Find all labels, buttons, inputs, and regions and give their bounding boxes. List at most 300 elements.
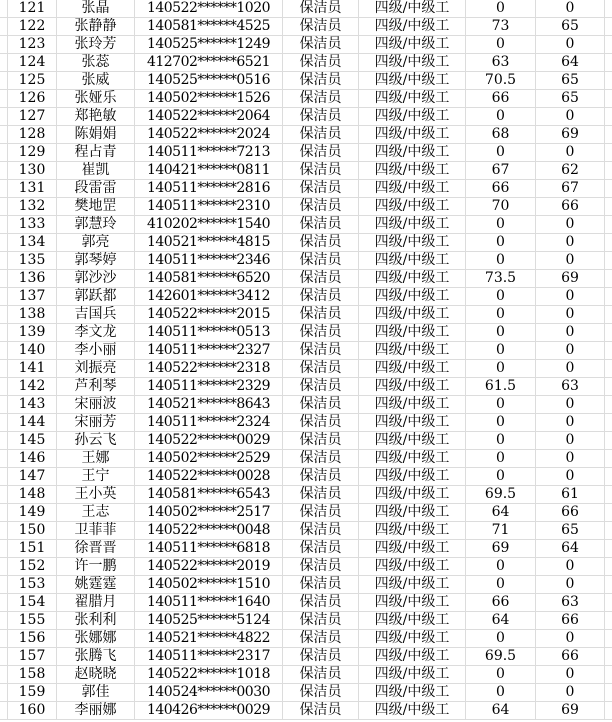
score2-cell[interactable]: 62 bbox=[536, 162, 605, 180]
id-number-cell[interactable]: 140511******2310 bbox=[135, 198, 283, 216]
position-cell[interactable]: 保洁员 bbox=[283, 558, 359, 576]
name-cell[interactable]: 李丽娜 bbox=[57, 702, 135, 720]
score1-cell[interactable]: 0 bbox=[466, 666, 536, 684]
level-cell[interactable]: 四级/中级工 bbox=[359, 486, 466, 504]
score1-cell[interactable]: 61.5 bbox=[466, 378, 536, 396]
row-number-cell[interactable]: 160 bbox=[8, 702, 57, 720]
position-cell[interactable]: 保洁员 bbox=[283, 144, 359, 162]
right-margin-cell bbox=[605, 108, 612, 126]
spreadsheet-row bbox=[0, 234, 612, 252]
row-number-cell[interactable]: 145 bbox=[8, 432, 57, 450]
name-cell[interactable]: 张娜娜 bbox=[57, 630, 135, 648]
score2-cell[interactable]: 69 bbox=[536, 702, 605, 720]
name-cell[interactable]: 宋丽波 bbox=[57, 396, 135, 414]
name-cell[interactable]: 郭慧玲 bbox=[57, 216, 135, 234]
row-number-cell[interactable]: 144 bbox=[8, 414, 57, 432]
row-number-cell[interactable]: 158 bbox=[8, 666, 57, 684]
level-cell[interactable]: 四级/中级工 bbox=[359, 144, 466, 162]
level-cell[interactable]: 四级/中级工 bbox=[359, 36, 466, 54]
row-number-cell[interactable]: 156 bbox=[8, 630, 57, 648]
score1-cell[interactable]: 0 bbox=[466, 414, 536, 432]
score2-cell[interactable]: 63 bbox=[536, 594, 605, 612]
position-cell[interactable]: 保洁员 bbox=[283, 288, 359, 306]
id-number-cell[interactable]: 140521******8643 bbox=[135, 396, 283, 414]
name-cell[interactable]: 郭跃都 bbox=[57, 288, 135, 306]
row-number-cell[interactable]: 154 bbox=[8, 594, 57, 612]
row-number-cell[interactable]: 152 bbox=[8, 558, 57, 576]
score2-cell[interactable]: 66 bbox=[536, 648, 605, 666]
name-cell[interactable]: 张娅乐 bbox=[57, 90, 135, 108]
row-number-cell[interactable]: 148 bbox=[8, 486, 57, 504]
id-number-cell[interactable]: 140511******1640 bbox=[135, 594, 283, 612]
row-number-cell[interactable]: 151 bbox=[8, 540, 57, 558]
level-cell[interactable]: 四级/中级工 bbox=[359, 216, 466, 234]
score2-cell[interactable]: 0 bbox=[536, 288, 605, 306]
level-cell[interactable]: 四级/中级工 bbox=[359, 504, 466, 522]
score1-cell[interactable]: 0 bbox=[466, 0, 536, 18]
score1-cell[interactable]: 0 bbox=[466, 684, 536, 702]
position-cell[interactable]: 保洁员 bbox=[283, 396, 359, 414]
id-number-cell[interactable]: 140522******1020 bbox=[135, 0, 283, 18]
level-cell[interactable]: 四级/中级工 bbox=[359, 18, 466, 36]
id-number-cell[interactable]: 140522******2015 bbox=[135, 306, 283, 324]
score2-cell[interactable]: 65 bbox=[536, 522, 605, 540]
name-cell[interactable]: 李小丽 bbox=[57, 342, 135, 360]
position-cell[interactable]: 保洁员 bbox=[283, 684, 359, 702]
position-cell[interactable]: 保洁员 bbox=[283, 180, 359, 198]
left-margin-cell bbox=[0, 522, 8, 540]
level-cell[interactable]: 四级/中级工 bbox=[359, 540, 466, 558]
left-margin-cell bbox=[0, 396, 8, 414]
id-number-cell[interactable]: 140522******2318 bbox=[135, 360, 283, 378]
score2-cell[interactable]: 0 bbox=[536, 432, 605, 450]
level-cell[interactable]: 四级/中级工 bbox=[359, 198, 466, 216]
right-margin-cell bbox=[605, 234, 612, 252]
score1-cell[interactable]: 64 bbox=[466, 504, 536, 522]
name-cell[interactable]: 张腾飞 bbox=[57, 648, 135, 666]
name-cell[interactable]: 郭亮 bbox=[57, 234, 135, 252]
id-number-cell[interactable]: 140522******2019 bbox=[135, 558, 283, 576]
score2-cell[interactable]: 66 bbox=[536, 504, 605, 522]
level-cell[interactable]: 四级/中级工 bbox=[359, 90, 466, 108]
row-number-cell[interactable]: 155 bbox=[8, 612, 57, 630]
level-cell[interactable]: 四级/中级工 bbox=[359, 108, 466, 126]
row-number-cell[interactable]: 159 bbox=[8, 684, 57, 702]
row-number-cell[interactable]: 122 bbox=[8, 18, 57, 36]
position-cell[interactable]: 保洁员 bbox=[283, 432, 359, 450]
id-number-cell[interactable]: 140426******0029 bbox=[135, 702, 283, 720]
score1-cell[interactable]: 0 bbox=[466, 342, 536, 360]
row-number-cell[interactable]: 126 bbox=[8, 90, 57, 108]
row-number-cell[interactable]: 146 bbox=[8, 450, 57, 468]
level-cell[interactable]: 四级/中级工 bbox=[359, 234, 466, 252]
name-cell[interactable]: 许一鹏 bbox=[57, 558, 135, 576]
level-cell[interactable]: 四级/中级工 bbox=[359, 180, 466, 198]
score1-cell[interactable]: 0 bbox=[466, 576, 536, 594]
id-number-cell[interactable]: 140521******4822 bbox=[135, 630, 283, 648]
position-cell[interactable]: 保洁员 bbox=[283, 612, 359, 630]
row-number-cell[interactable]: 138 bbox=[8, 306, 57, 324]
score1-cell[interactable]: 0 bbox=[466, 324, 536, 342]
score2-cell[interactable]: 65 bbox=[536, 72, 605, 90]
position-cell[interactable]: 保洁员 bbox=[283, 18, 359, 36]
name-cell[interactable]: 卫菲菲 bbox=[57, 522, 135, 540]
score2-cell[interactable]: 0 bbox=[536, 468, 605, 486]
name-cell[interactable]: 崔凯 bbox=[57, 162, 135, 180]
score2-cell[interactable]: 0 bbox=[536, 252, 605, 270]
score1-cell[interactable]: 0 bbox=[466, 306, 536, 324]
score1-cell[interactable]: 0 bbox=[466, 396, 536, 414]
spreadsheet-row bbox=[0, 648, 612, 666]
score1-cell[interactable]: 70 bbox=[466, 198, 536, 216]
level-cell[interactable]: 四级/中级工 bbox=[359, 468, 466, 486]
position-cell[interactable]: 保洁员 bbox=[283, 126, 359, 144]
score2-cell[interactable]: 0 bbox=[536, 450, 605, 468]
id-number-cell[interactable]: 140511******2346 bbox=[135, 252, 283, 270]
level-cell[interactable]: 四级/中级工 bbox=[359, 396, 466, 414]
level-cell[interactable]: 四级/中级工 bbox=[359, 630, 466, 648]
left-margin-cell bbox=[0, 468, 8, 486]
score2-cell[interactable]: 0 bbox=[536, 630, 605, 648]
level-cell[interactable]: 四级/中级工 bbox=[359, 252, 466, 270]
name-cell[interactable]: 刘振亮 bbox=[57, 360, 135, 378]
id-number-cell[interactable]: 140421******0811 bbox=[135, 162, 283, 180]
row-number-cell[interactable]: 127 bbox=[8, 108, 57, 126]
position-cell[interactable]: 保洁员 bbox=[283, 486, 359, 504]
level-cell[interactable]: 四级/中级工 bbox=[359, 342, 466, 360]
level-cell[interactable]: 四级/中级工 bbox=[359, 594, 466, 612]
score1-cell[interactable]: 73.5 bbox=[466, 270, 536, 288]
right-margin-cell bbox=[605, 252, 612, 270]
id-number-cell[interactable]: 140511******2329 bbox=[135, 378, 283, 396]
level-cell[interactable]: 四级/中级工 bbox=[359, 0, 466, 18]
name-cell[interactable]: 樊地罡 bbox=[57, 198, 135, 216]
id-number-cell[interactable]: 410202******1540 bbox=[135, 216, 283, 234]
row-number-cell[interactable]: 123 bbox=[8, 36, 57, 54]
score1-cell[interactable]: 0 bbox=[466, 558, 536, 576]
score2-cell[interactable]: 0 bbox=[536, 216, 605, 234]
right-margin-cell bbox=[605, 486, 612, 504]
score1-cell[interactable]: 69 bbox=[466, 540, 536, 558]
name-cell[interactable]: 孙云飞 bbox=[57, 432, 135, 450]
score1-cell[interactable]: 71 bbox=[466, 522, 536, 540]
score1-cell[interactable]: 68 bbox=[466, 126, 536, 144]
name-cell[interactable]: 张玲芳 bbox=[57, 36, 135, 54]
position-cell[interactable]: 保洁员 bbox=[283, 0, 359, 18]
name-cell[interactable]: 郭佳 bbox=[57, 684, 135, 702]
position-cell[interactable]: 保洁员 bbox=[283, 342, 359, 360]
name-cell[interactable]: 程占青 bbox=[57, 144, 135, 162]
row-number-cell[interactable]: 129 bbox=[8, 144, 57, 162]
row-number-cell[interactable]: 121 bbox=[8, 0, 57, 18]
id-number-cell[interactable]: 140525******1249 bbox=[135, 36, 283, 54]
score2-cell[interactable]: 0 bbox=[536, 396, 605, 414]
score2-cell[interactable]: 66 bbox=[536, 198, 605, 216]
score2-cell[interactable]: 0 bbox=[536, 576, 605, 594]
spreadsheet-row bbox=[0, 360, 612, 378]
name-cell[interactable]: 姚霆霆 bbox=[57, 576, 135, 594]
id-number-cell[interactable]: 140525******0516 bbox=[135, 72, 283, 90]
position-cell[interactable]: 保洁员 bbox=[283, 306, 359, 324]
level-cell[interactable]: 四级/中级工 bbox=[359, 558, 466, 576]
id-number-cell[interactable]: 140511******2324 bbox=[135, 414, 283, 432]
row-number-cell[interactable]: 124 bbox=[8, 54, 57, 72]
position-cell[interactable]: 保洁员 bbox=[283, 252, 359, 270]
id-number-cell[interactable]: 140525******5124 bbox=[135, 612, 283, 630]
score2-cell[interactable]: 0 bbox=[536, 0, 605, 18]
score2-cell[interactable]: 0 bbox=[536, 234, 605, 252]
score2-cell[interactable]: 0 bbox=[536, 36, 605, 54]
score1-cell[interactable]: 0 bbox=[466, 450, 536, 468]
name-cell[interactable]: 王小英 bbox=[57, 486, 135, 504]
row-number-cell[interactable]: 153 bbox=[8, 576, 57, 594]
score2-cell[interactable]: 0 bbox=[536, 342, 605, 360]
score2-cell[interactable]: 0 bbox=[536, 324, 605, 342]
id-number-cell[interactable]: 140522******2064 bbox=[135, 108, 283, 126]
row-number-cell[interactable]: 136 bbox=[8, 270, 57, 288]
score1-cell[interactable]: 66 bbox=[466, 180, 536, 198]
score2-cell[interactable]: 65 bbox=[536, 18, 605, 36]
score2-cell[interactable]: 0 bbox=[536, 666, 605, 684]
id-number-cell[interactable]: 140581******6543 bbox=[135, 486, 283, 504]
level-cell[interactable]: 四级/中级工 bbox=[359, 162, 466, 180]
row-number-cell[interactable]: 132 bbox=[8, 198, 57, 216]
position-cell[interactable]: 保洁员 bbox=[283, 576, 359, 594]
score1-cell[interactable]: 0 bbox=[466, 252, 536, 270]
row-number-cell[interactable]: 157 bbox=[8, 648, 57, 666]
score1-cell[interactable]: 66 bbox=[466, 90, 536, 108]
score1-cell[interactable]: 0 bbox=[466, 216, 536, 234]
score1-cell[interactable]: 63 bbox=[466, 54, 536, 72]
id-number-cell[interactable]: 140522******0029 bbox=[135, 432, 283, 450]
position-cell[interactable]: 保洁员 bbox=[283, 414, 359, 432]
level-cell[interactable]: 四级/中级工 bbox=[359, 648, 466, 666]
level-cell[interactable]: 四级/中级工 bbox=[359, 432, 466, 450]
position-cell[interactable]: 保洁员 bbox=[283, 648, 359, 666]
score2-cell[interactable]: 0 bbox=[536, 360, 605, 378]
name-cell[interactable]: 王志 bbox=[57, 504, 135, 522]
position-cell[interactable]: 保洁员 bbox=[283, 36, 359, 54]
score2-cell[interactable]: 64 bbox=[536, 54, 605, 72]
position-cell[interactable]: 保洁员 bbox=[283, 666, 359, 684]
spreadsheet-row bbox=[0, 90, 612, 108]
level-cell[interactable]: 四级/中级工 bbox=[359, 360, 466, 378]
name-cell[interactable]: 陈娟娟 bbox=[57, 126, 135, 144]
position-cell[interactable]: 保洁员 bbox=[283, 450, 359, 468]
row-number-cell[interactable]: 133 bbox=[8, 216, 57, 234]
spreadsheet-row bbox=[0, 612, 612, 630]
score1-cell[interactable]: 0 bbox=[466, 432, 536, 450]
score2-cell[interactable]: 63 bbox=[536, 378, 605, 396]
level-cell[interactable]: 四级/中级工 bbox=[359, 126, 466, 144]
level-cell[interactable]: 四级/中级工 bbox=[359, 576, 466, 594]
score2-cell[interactable]: 67 bbox=[536, 180, 605, 198]
level-cell[interactable]: 四级/中级工 bbox=[359, 54, 466, 72]
row-number-cell[interactable]: 131 bbox=[8, 180, 57, 198]
score1-cell[interactable]: 0 bbox=[466, 36, 536, 54]
position-cell[interactable]: 保洁员 bbox=[283, 540, 359, 558]
id-number-cell[interactable]: 140521******4815 bbox=[135, 234, 283, 252]
score2-cell[interactable]: 0 bbox=[536, 306, 605, 324]
score1-cell[interactable]: 0 bbox=[466, 234, 536, 252]
id-number-cell[interactable]: 140522******0048 bbox=[135, 522, 283, 540]
row-number-cell[interactable]: 149 bbox=[8, 504, 57, 522]
row-number-cell[interactable]: 142 bbox=[8, 378, 57, 396]
position-cell[interactable]: 保洁员 bbox=[283, 504, 359, 522]
row-number-cell[interactable]: 125 bbox=[8, 72, 57, 90]
score1-cell[interactable]: 69.5 bbox=[466, 648, 536, 666]
score2-cell[interactable]: 69 bbox=[536, 126, 605, 144]
score1-cell[interactable]: 64 bbox=[466, 612, 536, 630]
name-cell[interactable]: 张威 bbox=[57, 72, 135, 90]
name-cell[interactable]: 王宁 bbox=[57, 468, 135, 486]
score1-cell[interactable]: 73 bbox=[466, 18, 536, 36]
left-margin-cell bbox=[0, 162, 8, 180]
id-number-cell[interactable]: 140511******7213 bbox=[135, 144, 283, 162]
score1-cell[interactable]: 66 bbox=[466, 594, 536, 612]
id-number-cell[interactable]: 412702******6521 bbox=[135, 54, 283, 72]
score2-cell[interactable]: 0 bbox=[536, 558, 605, 576]
position-cell[interactable]: 保洁员 bbox=[283, 72, 359, 90]
left-margin-cell bbox=[0, 288, 8, 306]
score2-cell[interactable]: 65 bbox=[536, 90, 605, 108]
level-cell[interactable]: 四级/中级工 bbox=[359, 306, 466, 324]
name-cell[interactable]: 张蕊 bbox=[57, 54, 135, 72]
level-cell[interactable]: 四级/中级工 bbox=[359, 522, 466, 540]
id-number-cell[interactable]: 140524******0030 bbox=[135, 684, 283, 702]
position-cell[interactable]: 保洁员 bbox=[283, 522, 359, 540]
position-cell[interactable]: 保洁员 bbox=[283, 378, 359, 396]
level-cell[interactable]: 四级/中级工 bbox=[359, 702, 466, 720]
id-number-cell[interactable]: 142601******3412 bbox=[135, 288, 283, 306]
name-cell[interactable]: 翟腊月 bbox=[57, 594, 135, 612]
id-number-cell[interactable]: 140511******2816 bbox=[135, 180, 283, 198]
score2-cell[interactable]: 0 bbox=[536, 108, 605, 126]
score1-cell[interactable]: 0 bbox=[466, 360, 536, 378]
id-number-cell[interactable]: 140581******6520 bbox=[135, 270, 283, 288]
position-cell[interactable]: 保洁员 bbox=[283, 468, 359, 486]
id-number-cell[interactable]: 140502******2529 bbox=[135, 450, 283, 468]
row-number-cell[interactable]: 147 bbox=[8, 468, 57, 486]
position-cell[interactable]: 保洁员 bbox=[283, 360, 359, 378]
score2-cell[interactable]: 64 bbox=[536, 540, 605, 558]
position-cell[interactable]: 保洁员 bbox=[283, 594, 359, 612]
left-margin-cell bbox=[0, 270, 8, 288]
score2-cell[interactable]: 61 bbox=[536, 486, 605, 504]
name-cell[interactable]: 郑艳敏 bbox=[57, 108, 135, 126]
right-margin-cell bbox=[605, 180, 612, 198]
id-number-cell[interactable]: 140522******1018 bbox=[135, 666, 283, 684]
id-number-cell[interactable]: 140502******1526 bbox=[135, 90, 283, 108]
score2-cell[interactable]: 66 bbox=[536, 612, 605, 630]
score1-cell[interactable]: 64 bbox=[466, 702, 536, 720]
position-cell[interactable]: 保洁员 bbox=[283, 108, 359, 126]
id-number-cell[interactable]: 140522******0028 bbox=[135, 468, 283, 486]
level-cell[interactable]: 四级/中级工 bbox=[359, 450, 466, 468]
row-number-cell[interactable]: 141 bbox=[8, 360, 57, 378]
level-cell[interactable]: 四级/中级工 bbox=[359, 684, 466, 702]
left-margin-cell bbox=[0, 558, 8, 576]
score1-cell[interactable]: 0 bbox=[466, 468, 536, 486]
score1-cell[interactable]: 69.5 bbox=[466, 486, 536, 504]
id-number-cell[interactable]: 140502******2517 bbox=[135, 504, 283, 522]
position-cell[interactable]: 保洁员 bbox=[283, 324, 359, 342]
position-cell[interactable]: 保洁员 bbox=[283, 702, 359, 720]
position-cell[interactable]: 保洁员 bbox=[283, 198, 359, 216]
name-cell[interactable]: 吉国兵 bbox=[57, 306, 135, 324]
row-number-cell[interactable]: 130 bbox=[8, 162, 57, 180]
name-cell[interactable]: 张静静 bbox=[57, 18, 135, 36]
level-cell[interactable]: 四级/中级工 bbox=[359, 612, 466, 630]
name-cell[interactable]: 宋丽芳 bbox=[57, 414, 135, 432]
score1-cell[interactable]: 67 bbox=[466, 162, 536, 180]
name-cell[interactable]: 李文龙 bbox=[57, 324, 135, 342]
id-number-cell[interactable]: 140522******2024 bbox=[135, 126, 283, 144]
name-cell[interactable]: 王娜 bbox=[57, 450, 135, 468]
row-number-cell[interactable]: 134 bbox=[8, 234, 57, 252]
row-number-cell[interactable]: 139 bbox=[8, 324, 57, 342]
level-cell[interactable]: 四级/中级工 bbox=[359, 324, 466, 342]
id-number-cell[interactable]: 140511******2327 bbox=[135, 342, 283, 360]
row-number-cell[interactable]: 135 bbox=[8, 252, 57, 270]
row-number-cell[interactable]: 137 bbox=[8, 288, 57, 306]
row-number-cell[interactable]: 128 bbox=[8, 126, 57, 144]
position-cell[interactable]: 保洁员 bbox=[283, 54, 359, 72]
id-number-cell[interactable]: 140511******2317 bbox=[135, 648, 283, 666]
position-cell[interactable]: 保洁员 bbox=[283, 90, 359, 108]
position-cell[interactable]: 保洁员 bbox=[283, 234, 359, 252]
id-number-cell[interactable]: 140511******0513 bbox=[135, 324, 283, 342]
name-cell[interactable]: 郭琴婷 bbox=[57, 252, 135, 270]
name-cell[interactable]: 张利利 bbox=[57, 612, 135, 630]
score2-cell[interactable]: 69 bbox=[536, 270, 605, 288]
name-cell[interactable]: 赵晓晓 bbox=[57, 666, 135, 684]
level-cell[interactable]: 四级/中级工 bbox=[359, 378, 466, 396]
position-cell[interactable]: 保洁员 bbox=[283, 630, 359, 648]
score2-cell[interactable]: 0 bbox=[536, 414, 605, 432]
score1-cell[interactable]: 0 bbox=[466, 630, 536, 648]
score2-cell[interactable]: 0 bbox=[536, 144, 605, 162]
spreadsheet-row bbox=[0, 702, 612, 720]
id-number-cell[interactable]: 140511******6818 bbox=[135, 540, 283, 558]
right-margin-cell bbox=[605, 54, 612, 72]
score1-cell[interactable]: 0 bbox=[466, 144, 536, 162]
name-cell[interactable]: 郭沙沙 bbox=[57, 270, 135, 288]
score1-cell[interactable]: 0 bbox=[466, 108, 536, 126]
position-cell[interactable]: 保洁员 bbox=[283, 270, 359, 288]
name-cell[interactable]: 段雷雷 bbox=[57, 180, 135, 198]
score1-cell[interactable]: 0 bbox=[466, 288, 536, 306]
score2-cell[interactable]: 0 bbox=[536, 684, 605, 702]
level-cell[interactable]: 四级/中级工 bbox=[359, 666, 466, 684]
name-cell[interactable]: 张晶 bbox=[57, 0, 135, 18]
row-number-cell[interactable]: 143 bbox=[8, 396, 57, 414]
position-cell[interactable]: 保洁员 bbox=[283, 162, 359, 180]
level-cell[interactable]: 四级/中级工 bbox=[359, 288, 466, 306]
level-cell[interactable]: 四级/中级工 bbox=[359, 270, 466, 288]
score1-cell[interactable]: 70.5 bbox=[466, 72, 536, 90]
position-cell[interactable]: 保洁员 bbox=[283, 216, 359, 234]
name-cell[interactable]: 徐晋晋 bbox=[57, 540, 135, 558]
row-number-cell[interactable]: 150 bbox=[8, 522, 57, 540]
name-cell[interactable]: 芦利琴 bbox=[57, 378, 135, 396]
level-cell[interactable]: 四级/中级工 bbox=[359, 414, 466, 432]
id-number-cell[interactable]: 140502******1510 bbox=[135, 576, 283, 594]
row-number-cell[interactable]: 140 bbox=[8, 342, 57, 360]
level-cell[interactable]: 四级/中级工 bbox=[359, 72, 466, 90]
right-margin-cell bbox=[605, 36, 612, 54]
id-number-cell[interactable]: 140581******4525 bbox=[135, 18, 283, 36]
